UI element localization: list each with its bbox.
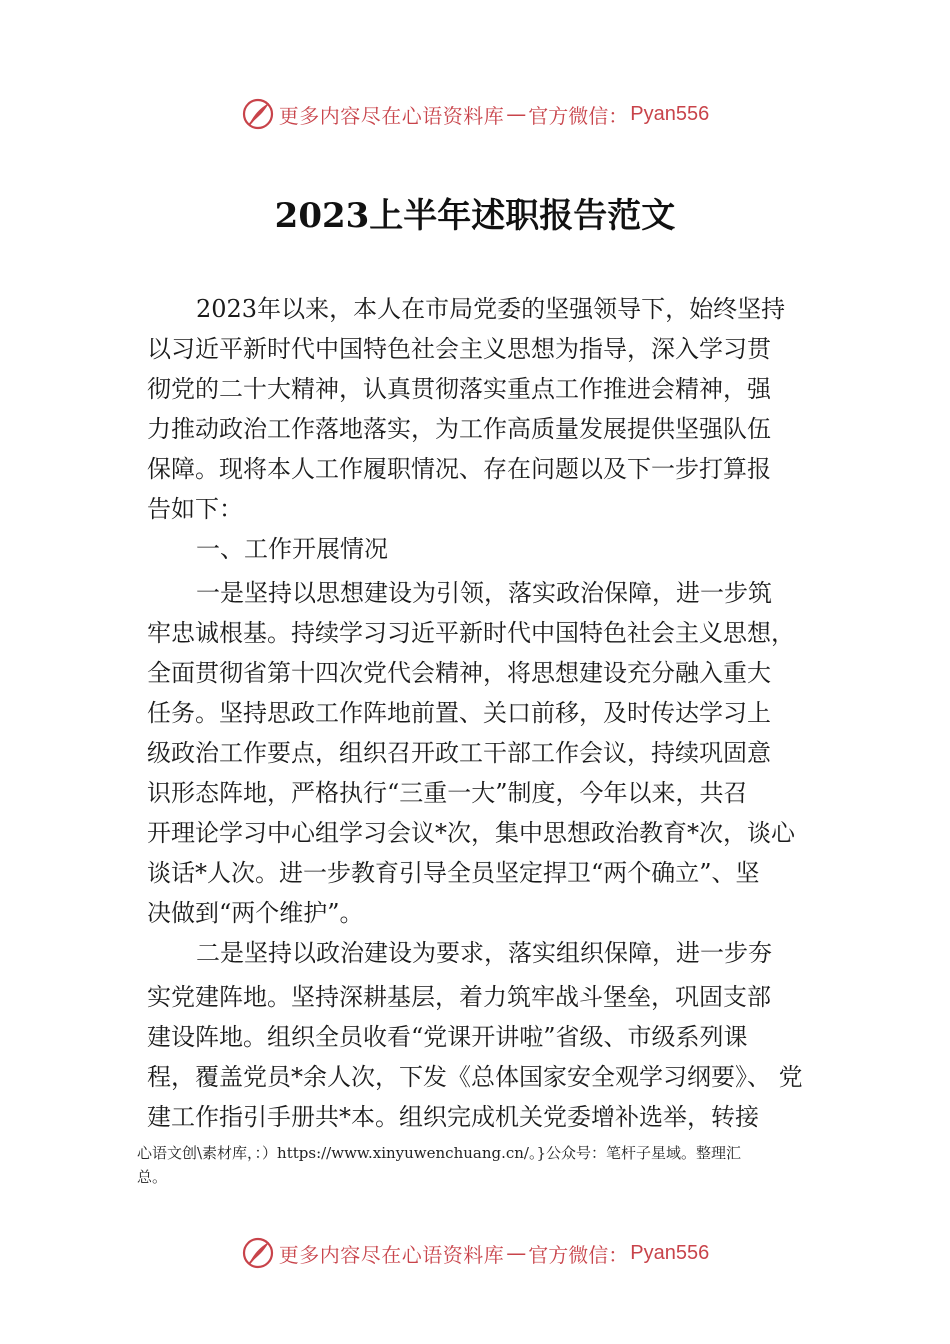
body-line: 牢忠诚根基。持续学习习近平新时代中国特色社会主义思想，	[147, 619, 795, 647]
quill-logo-icon	[241, 1236, 275, 1270]
document-title: 2023上半年述职报告范文	[274, 196, 676, 236]
banner-separator: —	[506, 1241, 527, 1265]
body-line: 程，覆盖党员*余人次，下发《总体国家安全观学习纲要》、 党	[147, 1063, 803, 1091]
quill-logo-icon	[241, 97, 275, 131]
banner-wechat-label: 官方微信：	[528, 103, 629, 128]
banner-wechat-label: 官方微信：	[528, 1242, 629, 1267]
footer-banner	[0, 1233, 950, 1273]
body-line: 告如下：	[147, 495, 243, 523]
body-line: 一是坚持以思想建设为引领，落实政治保障，进一步筑	[196, 579, 772, 607]
body-line: 二是坚持以政治建设为要求，落实组织保障，进一步夯	[196, 939, 772, 967]
body-line: 2023年以来，本人在市局党委的坚强领导下，始终坚持	[196, 295, 786, 323]
body-line: 实党建阵地。坚持深耕基层，着力筑牢战斗堡垒，巩固支部	[147, 983, 771, 1011]
body-line: 开理论学习中心组学习会议*次，集中思想政治教育*次，谈心	[147, 819, 795, 847]
banner-wechat-id: Pyan556	[630, 1241, 710, 1264]
section-heading: 一、工作开展情况	[196, 535, 388, 563]
banner-separator: —	[506, 102, 527, 126]
banner-text: 更多内容尽在心语资料库	[278, 1242, 505, 1267]
body-line: 任务。坚持思政工作阵地前置、关口前移，及时传达学习上	[147, 699, 771, 727]
body-line: 级政治工作要点，组织召开政工干部工作会议，持续巩固意	[147, 739, 771, 767]
footnote-line-2: 总。	[137, 1168, 168, 1186]
body-line: 以习近平新时代中国特色社会主义思想为指导，深入学习贯	[147, 335, 771, 363]
footnote-line-1: 心语文创\素材库，：）https://www.xinyuwenchuang.cn/。}公众号：笔杆子星域。整理汇	[137, 1144, 742, 1162]
header-banner	[0, 94, 950, 134]
body-line: 识形态阵地，严格执行“三重一大”制度，今年以来，共召	[147, 779, 748, 807]
banner-text: 更多内容尽在心语资料库	[278, 103, 505, 128]
body-line: 彻党的二十大精神，认真贯彻落实重点工作推进会精神，强	[147, 375, 771, 403]
body-line: 力推动政治工作落地落实，为工作高质量发展提供坚强队伍	[147, 415, 771, 443]
body-line: 谈话*人次。进一步教育引导全员坚定捍卫“两个确立”、坚	[147, 859, 760, 887]
body-line: 建工作指引手册共*本。组织完成机关党委增补选举，转接	[147, 1103, 759, 1131]
body-line: 决做到“两个维护”。	[147, 899, 364, 927]
body-line: 建设阵地。组织全员收看“党课开讲啦”省级、市级系列课	[147, 1023, 748, 1051]
body-line: 全面贯彻省第十四次党代会精神，将思想建设充分融入重大	[147, 659, 771, 687]
body-line: 保障。现将本人工作履职情况、存在问题以及下一步打算报	[147, 455, 771, 483]
banner-wechat-id: Pyan556	[630, 102, 710, 125]
